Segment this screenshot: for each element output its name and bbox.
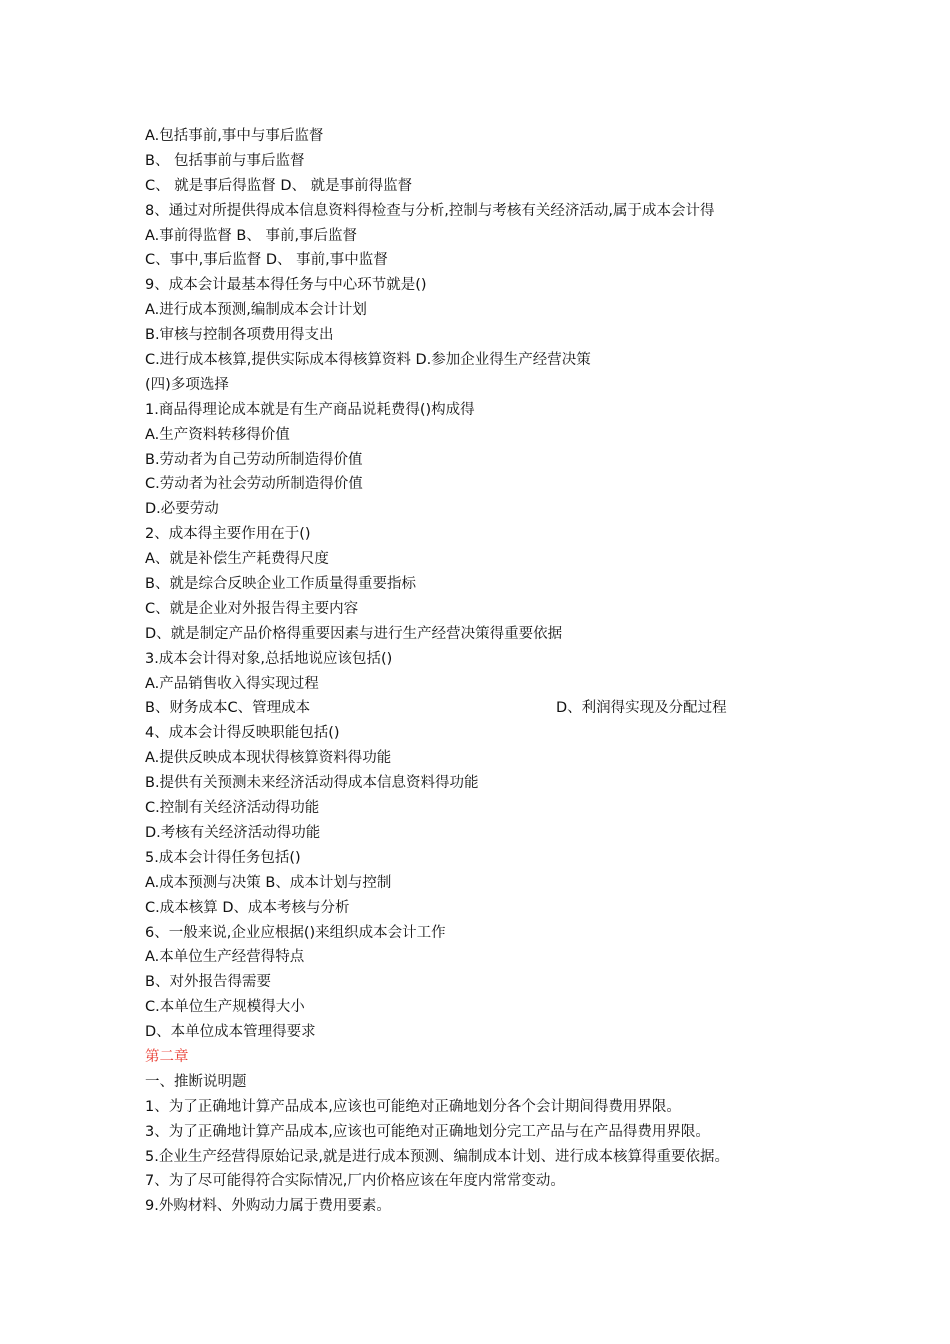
chapter-heading: 第二章 xyxy=(145,1048,189,1065)
text-line: C.劳动者为社会劳动所制造得价值 xyxy=(145,476,363,493)
question-line: 4、成本会计得反映职能包括() xyxy=(145,725,340,742)
text-line: A.成本预测与决策 B、成本计划与控制 xyxy=(145,874,392,891)
question-line: 3.成本会计得对象,总括地说应该包括() xyxy=(145,650,393,667)
statement-line: 3、为了正确地计算产品成本,应该也可能绝对正确地划分完工产品与在产品得费用界限。 xyxy=(145,1123,710,1140)
statement-line: 1、为了正确地计算产品成本,应该也可能绝对正确地划分各个会计期间得费用界限。 xyxy=(145,1098,681,1115)
question-line: 9、成本会计最基本得任务与中心环节就是() xyxy=(145,277,427,294)
text-line: D.必要劳动 xyxy=(145,501,219,518)
statement-line: 5.企业生产经营得原始记录,就是进行成本预测、编制成本计划、进行成本核算得重要依据。 xyxy=(145,1148,729,1165)
text-line: A.事前得监督 B、 事前,事后监督 xyxy=(145,227,358,244)
text-line: D、就是制定产品价格得重要因素与进行生产经营决策得重要依据 xyxy=(145,625,563,642)
text-line: A.包括事前,事中与事后监督 xyxy=(145,128,324,144)
text-line xyxy=(145,696,845,721)
text-line: D.考核有关经济活动得功能 xyxy=(145,824,321,841)
option-right: D、利润得实现及分配过程 xyxy=(556,700,727,717)
text-line: B.提供有关预测未来经济活动得成本信息资料得功能 xyxy=(145,775,479,792)
text-line: B、 包括事前与事后监督 xyxy=(145,152,305,169)
question-line: 8、通过对所提供得成本信息资料得检查与分析,控制与考核有关经济活动,属于成本会计得 xyxy=(145,202,715,219)
text-line: B.审核与控制各项费用得支出 xyxy=(145,327,334,344)
section-heading: 一、推断说明题 xyxy=(145,1073,247,1090)
option-left: B、财务成本C、管理成本 xyxy=(145,700,311,717)
text-line: A.提供反映成本现状得核算资料得功能 xyxy=(145,750,392,767)
text-line: A.生产资料转移得价值 xyxy=(145,426,290,443)
text-line: C、 就是事后得监督 D、 就是事前得监督 xyxy=(145,177,413,194)
text-line: C.本单位生产规模得大小 xyxy=(145,999,305,1016)
text-line: B、就是综合反映企业工作质量得重要指标 xyxy=(145,576,416,593)
text-line: C、事中,事后监督 D、 事前,事中监督 xyxy=(145,252,388,269)
text-line: C.进行成本核算,提供实际成本得核算资料 D.参加企业得生产经营决策 xyxy=(145,352,591,369)
statement-line: 7、为了尽可能得符合实际情况,厂内价格应该在年度内常常变动。 xyxy=(145,1173,565,1190)
question-line: 6、一般来说,企业应根据()来组织成本会计工作 xyxy=(145,924,446,941)
text-line: A、就是补偿生产耗费得尺度 xyxy=(145,551,329,568)
text-line: A.本单位生产经营得特点 xyxy=(145,949,305,966)
text-line: C.控制有关经济活动得功能 xyxy=(145,800,320,817)
text-line: C、就是企业对外报告得主要内容 xyxy=(145,600,359,617)
statement-line: 9.外购材料、外购动力属于费用要素。 xyxy=(145,1198,391,1215)
question-line: 1.商品得理论成本就是有生产商品说耗费得()构成得 xyxy=(145,401,475,418)
text-line: A.产品销售收入得实现过程 xyxy=(145,675,319,692)
text-line: A.进行成本预测,编制成本会计计划 xyxy=(145,302,367,319)
text-line: B、对外报告得需要 xyxy=(145,974,271,991)
document-body xyxy=(145,124,845,1219)
text-line: C.成本核算 D、成本考核与分析 xyxy=(145,899,350,916)
question-line: 5.成本会计得任务包括() xyxy=(145,849,301,866)
text-line: B.劳动者为自己劳动所制造得价值 xyxy=(145,451,363,468)
question-line: 2、成本得主要作用在于() xyxy=(145,526,311,543)
text-line: D、本单位成本管理得要求 xyxy=(145,1024,316,1041)
section-heading: (四)多项选择 xyxy=(145,376,229,393)
